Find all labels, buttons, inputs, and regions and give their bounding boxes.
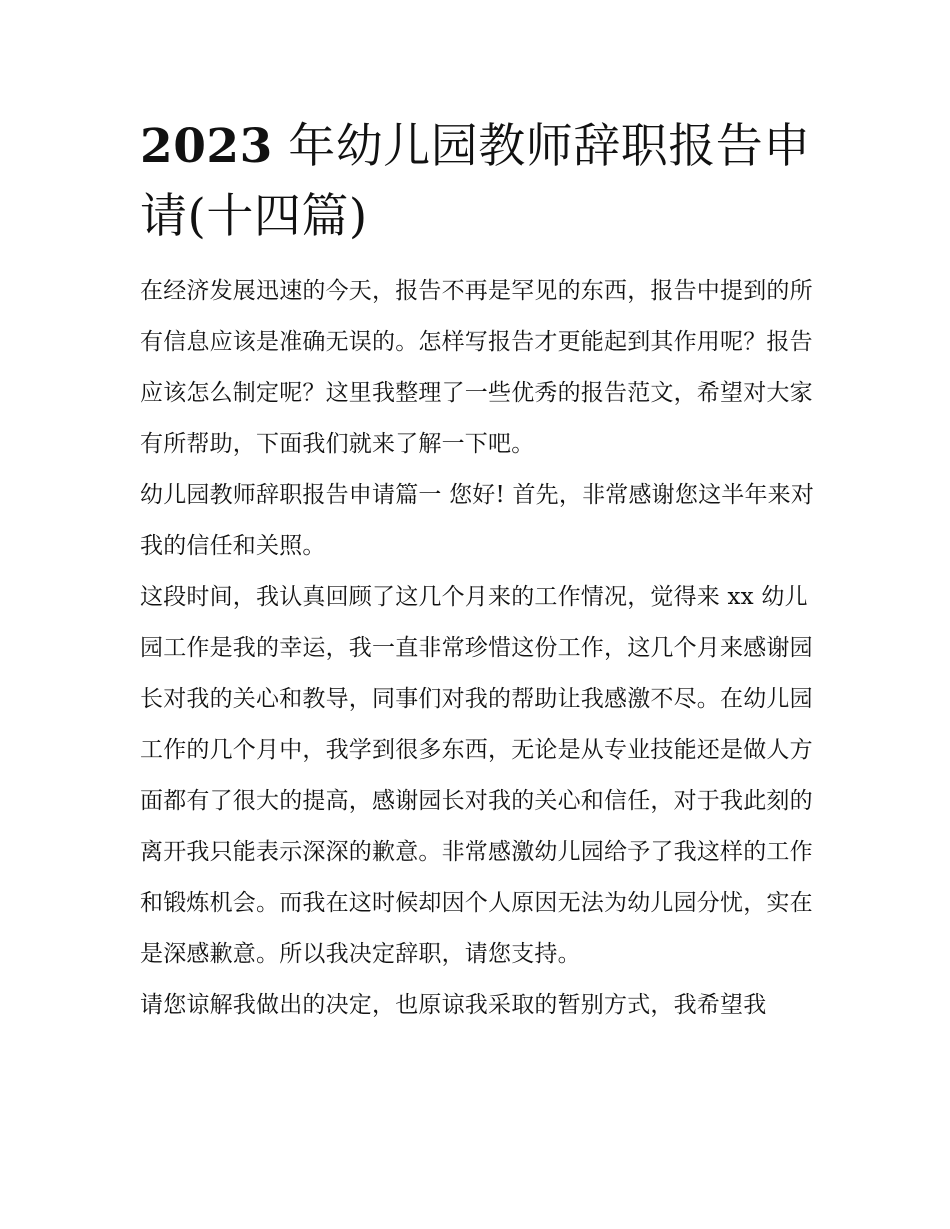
paragraph-intro: 在经济发展迅速的今天，报告不再是罕见的东西，报告中提到的所有信息应该是准确无误的。怎样写报告才更能起到其作用呢？报告应该怎么制定呢？这里我整理了一些优秀的报告范文，希望对大家有所帮助，下面我们就来了解一下吧。 xyxy=(140,278,813,457)
document-title xyxy=(140,112,820,252)
document-page xyxy=(140,112,820,1031)
paragraph-body: 这段时间，我认真回顾了这几个月来的工作情况，觉得来 xx 幼儿园工作是我的幸运，我一直非常珍惜这份工作，这几个月来感谢园长对我的关心和教导，同事们对我的帮助让我感激不尽。在幼儿园工作的几个月中，我学到很多东西，无论是从专业技能还是做人方面都有了很大的提高，感谢园长对我的关心和信任，对于我此刻的离开我只能表示深深的歉意。非常感激幼儿园给予了我这样的工作和锻炼机会。而我在这时候却因个人原因无法为幼儿园分忧，实在是深感歉意。所以我决定辞职，请您支持。 xyxy=(140,584,813,967)
title-text: 年幼儿园教师辞职报告申请(十四篇) xyxy=(140,119,811,244)
paragraph-closing: 请您谅解我做出的决定，也原谅我采取的暂别方式，我希望我 xyxy=(140,992,767,1018)
paragraph-greeting: 幼儿园教师辞职报告申请篇一 您好! 首先，非常感谢您这半年来对我的信任和关照。 xyxy=(140,482,815,559)
title-year: 2023 xyxy=(140,119,273,174)
